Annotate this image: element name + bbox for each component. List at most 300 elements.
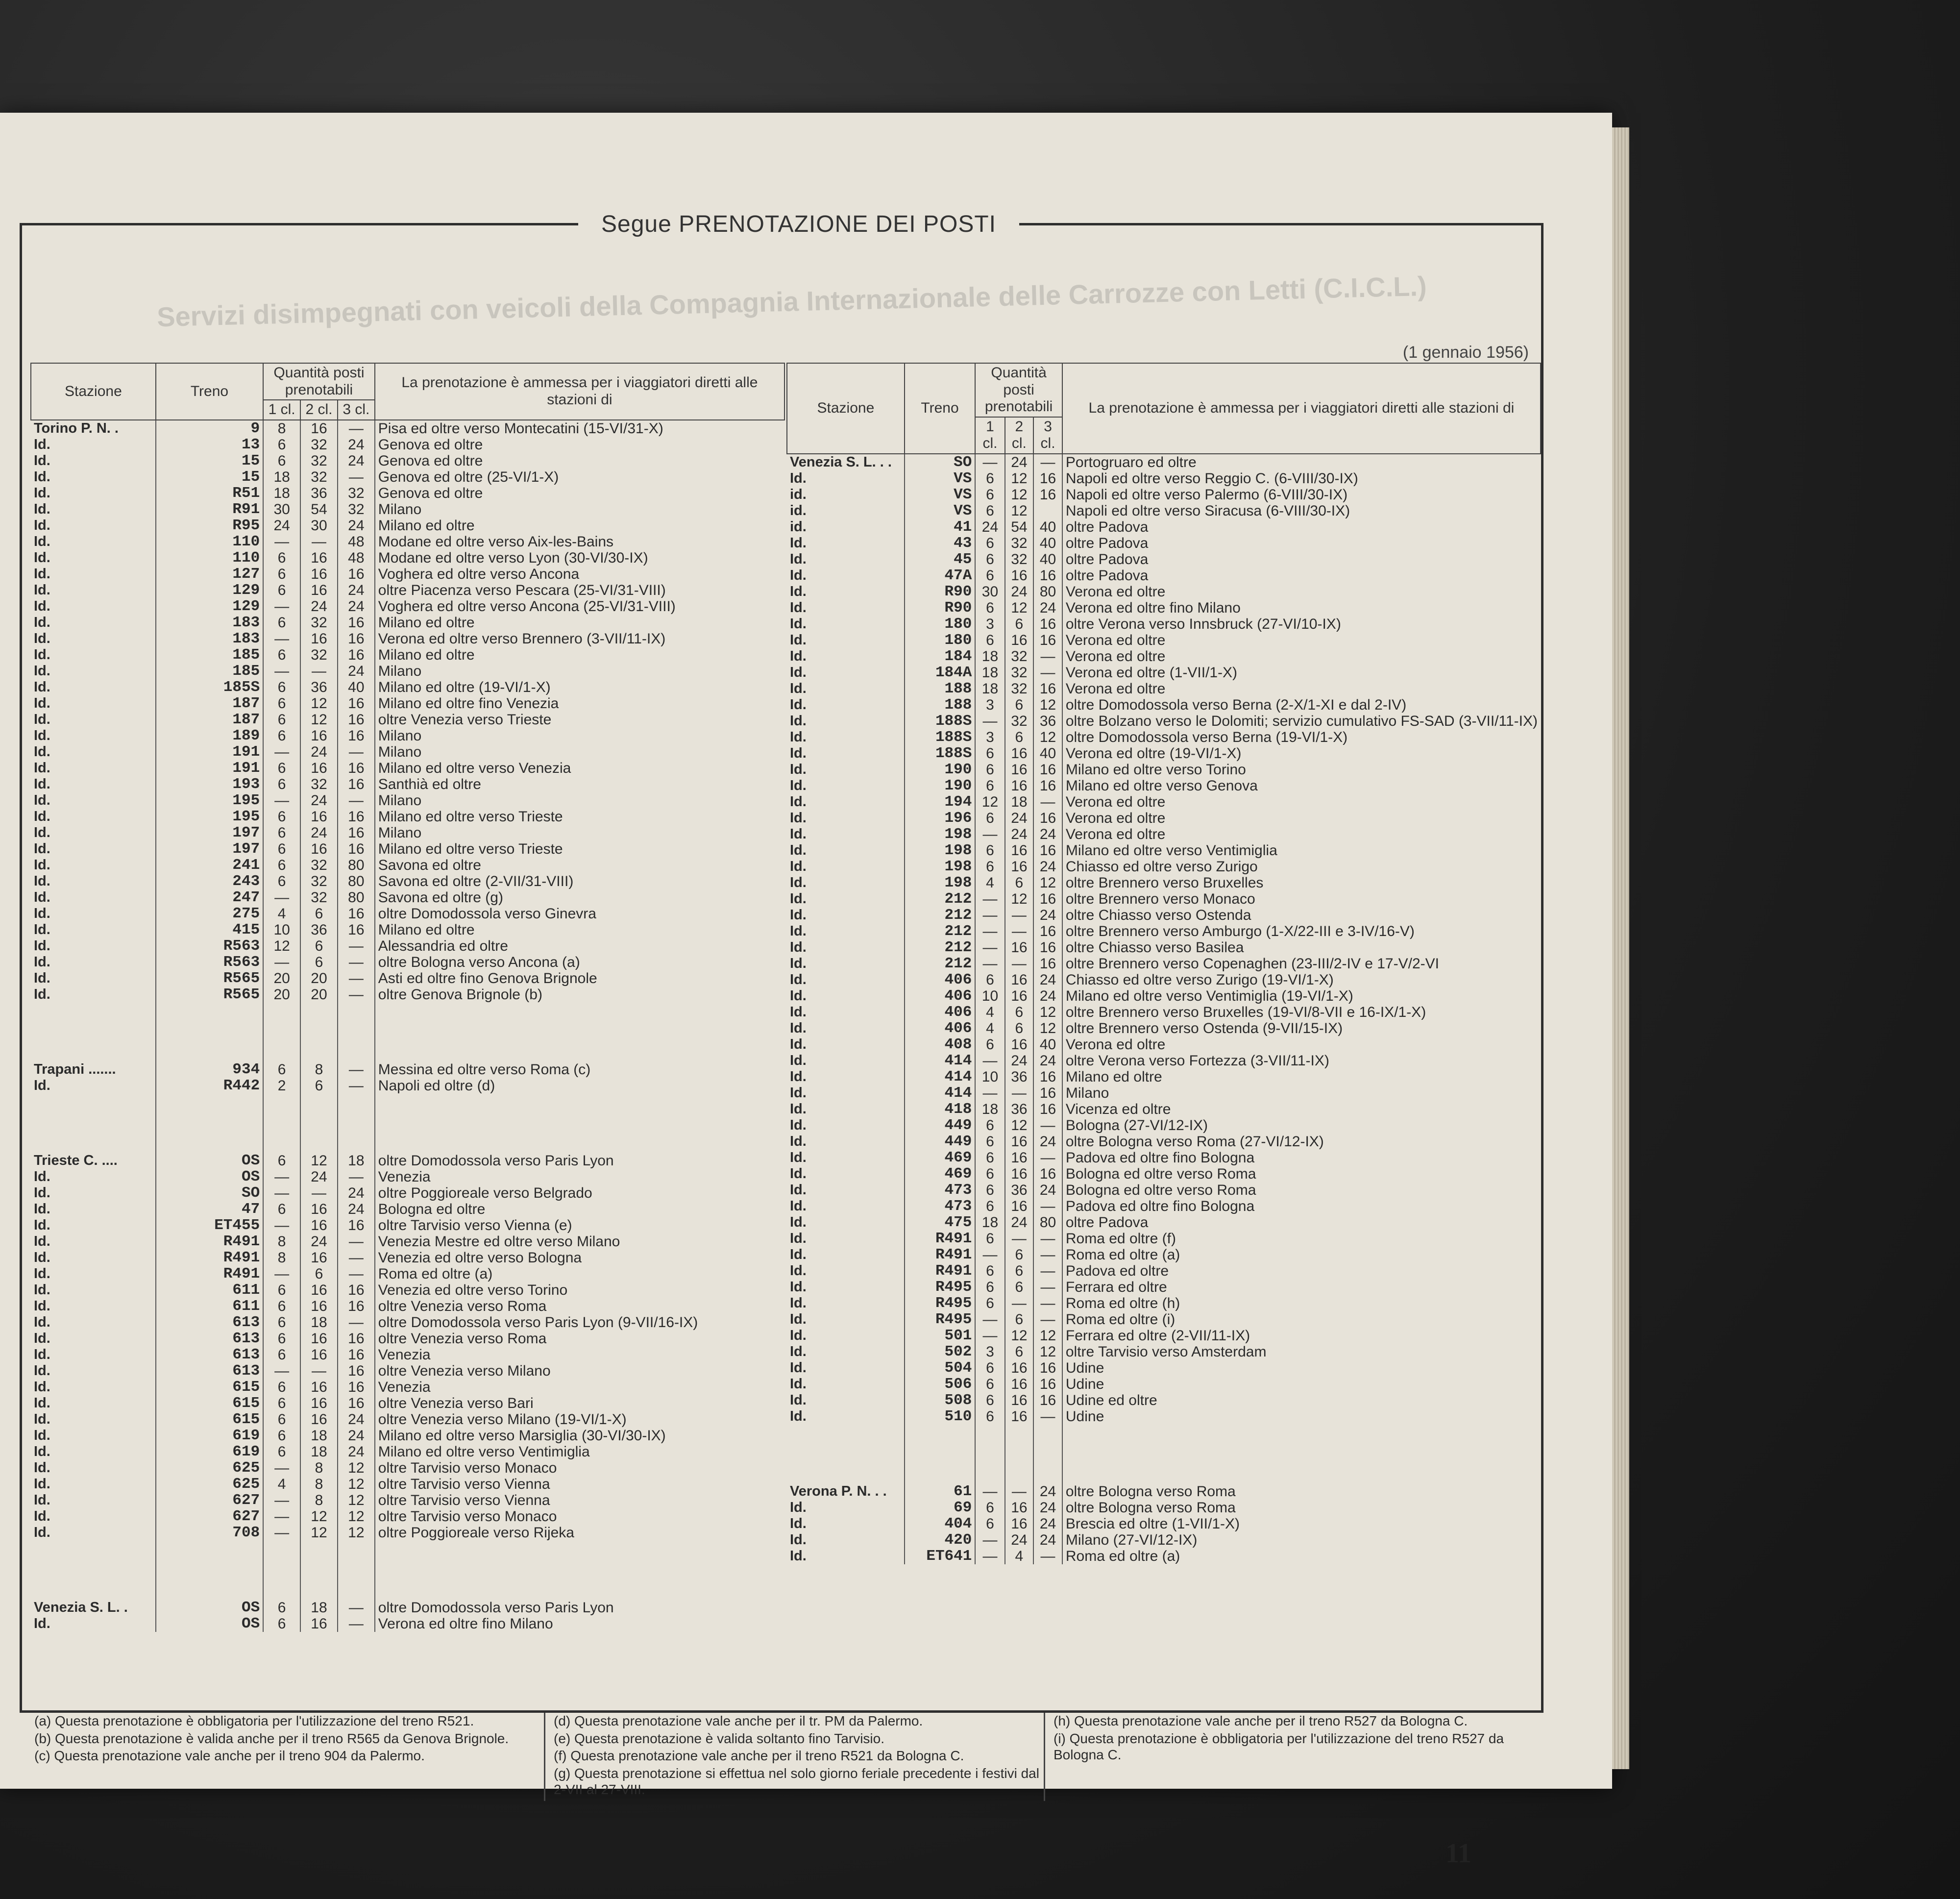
class2-seats-cell: 16 [1005, 778, 1034, 794]
train-cell: R565 [156, 986, 263, 1003]
station-cell: Id. [34, 808, 50, 824]
train-cell: 469 [905, 1166, 976, 1182]
station-cell: Id. [34, 824, 50, 840]
destination-cell: Savona ed oltre (2-VII/31-VIII) [375, 873, 784, 889]
table-row [787, 810, 1541, 826]
station-cell: Id. [34, 695, 50, 711]
train-cell: R491 [156, 1266, 263, 1282]
class1-seats-cell: 6 [263, 615, 300, 631]
table-row [31, 485, 784, 501]
class1-seats-cell: 3 [975, 697, 1004, 713]
class2-seats-cell: 24 [300, 598, 338, 615]
station-cell: Id. [790, 1230, 807, 1246]
class2-seats-cell: 12 [1005, 1117, 1034, 1134]
train-cell: 69 [905, 1500, 976, 1516]
class1-seats-cell: 6 [263, 437, 300, 453]
class3-seats-cell: 24 [1033, 826, 1062, 842]
station-cell: Id. [34, 1459, 50, 1476]
destination-cell: Genova ed oltre [375, 453, 784, 469]
station-cell: Id. [34, 1249, 50, 1265]
table-row [31, 1250, 784, 1266]
table-row [787, 1532, 1541, 1548]
class2-seats-cell: 16 [1005, 1408, 1034, 1425]
station-cell: Id. [790, 793, 807, 810]
class2-seats-cell: — [1005, 923, 1034, 939]
table-row [31, 1061, 784, 1078]
train-cell: 510 [905, 1408, 976, 1425]
train-cell: 15 [156, 469, 263, 485]
class3-seats-cell: 80 [338, 889, 375, 906]
station-cell: Id. [790, 987, 807, 1004]
class3-seats-cell: 16 [1033, 762, 1062, 778]
station-cell: Id. [34, 954, 50, 970]
class2-seats-cell: — [1005, 1085, 1034, 1101]
class1-seats-cell: 6 [263, 695, 300, 712]
footnotes-column-3 [1054, 1713, 1548, 1764]
class3-seats-cell: 12 [338, 1460, 375, 1476]
class2-header: 2 cl. [300, 400, 338, 420]
class1-seats-cell: 6 [263, 679, 300, 695]
destination-cell: Modane ed oltre verso Aix-les-Bains [375, 534, 784, 550]
station-cell: Id. [790, 907, 807, 923]
table-row [31, 954, 784, 970]
train-cell: 469 [905, 1150, 976, 1166]
table-row [787, 1376, 1541, 1392]
class1-seats-cell: 18 [975, 665, 1004, 681]
table-row [787, 616, 1541, 632]
table-row [31, 550, 784, 566]
class1-seats-cell: — [975, 1085, 1004, 1101]
class3-seats-cell: 16 [1033, 1101, 1062, 1117]
class1-seats-cell: 6 [975, 1036, 1004, 1053]
class2-seats-cell: — [1005, 956, 1034, 972]
class1-seats-cell: — [263, 1217, 300, 1233]
station-cell: Id. [34, 663, 50, 679]
footnote: (h) Questa prenotazione vale anche per il treno R527 da Bologna C. [1054, 1713, 1468, 1728]
station-cell: Id. [790, 1052, 807, 1068]
class1-seats-cell: 6 [263, 1298, 300, 1314]
train-cell: 212 [905, 891, 976, 907]
table-row [31, 1616, 784, 1632]
train-cell: 194 [905, 794, 976, 810]
station-cell: Id. [34, 1314, 50, 1330]
train-cell: 615 [156, 1379, 263, 1395]
destination-cell: Messina ed oltre verso Roma (c) [375, 1061, 784, 1078]
class1-seats-cell: 20 [263, 986, 300, 1003]
class3-seats-cell: 80 [338, 873, 375, 889]
class2-seats-cell: 6 [300, 938, 338, 954]
class1-seats-cell: 6 [975, 470, 1004, 487]
class3-seats-cell: — [1033, 1247, 1062, 1263]
train-cell: 613 [156, 1347, 263, 1363]
class1-seats-cell: — [975, 1328, 1004, 1344]
table-row [31, 631, 784, 647]
class2-seats-cell: 12 [1005, 487, 1034, 503]
train-cell: 414 [905, 1069, 976, 1085]
class2-seats-cell: 16 [300, 1282, 338, 1298]
class3-seats-cell: 16 [1033, 956, 1062, 972]
class3-seats-cell: 12 [1033, 697, 1062, 713]
table-row [31, 453, 784, 469]
class3-seats-cell: 16 [1033, 842, 1062, 859]
station-cell: Id. [34, 970, 50, 986]
train-cell: 473 [905, 1198, 976, 1214]
destination-cell: Milano ed oltre fino Venezia [375, 695, 784, 712]
table-row [31, 1411, 784, 1428]
station-cell: Id. [790, 1499, 807, 1515]
train-cell: 414 [905, 1085, 976, 1101]
table-row [787, 1117, 1541, 1134]
station-cell: Id. [790, 826, 807, 842]
destination-cell: Verona ed oltre fino Milano [1062, 600, 1541, 616]
train-cell: 47 [156, 1201, 263, 1217]
class2-seats-cell: 18 [1005, 794, 1034, 810]
train-cell: R90 [905, 600, 976, 616]
station-cell: Id. [790, 1198, 807, 1214]
class3-seats-cell: 24 [338, 582, 375, 598]
destination-cell: oltre Venezia verso Milano (19-VI/1-X) [375, 1411, 784, 1428]
class2-seats-cell: 16 [300, 550, 338, 566]
station-cell: Id. [34, 614, 50, 630]
class1-seats-cell: 6 [263, 841, 300, 857]
class2-seats-cell: 32 [300, 776, 338, 792]
class3-seats-cell: — [1033, 648, 1062, 665]
station-cell: Id. [790, 1101, 807, 1117]
destination-cell: Milano ed oltre verso Venezia [375, 760, 784, 776]
station-cell: Id. [34, 857, 50, 873]
destination-cell: oltre Tarvisio verso Vienna [375, 1492, 784, 1508]
destination-cell: Milano ed oltre verso Marsiglia (30-VI/30-IX) [375, 1428, 784, 1444]
class3-seats-cell: 16 [338, 566, 375, 582]
class3-seats-cell: 24 [1033, 1134, 1062, 1150]
train-cell: 185 [156, 647, 263, 663]
class1-seats-cell: 6 [263, 1282, 300, 1298]
destination-cell: Milano [375, 728, 784, 744]
table-row [787, 713, 1541, 729]
class2-seats-cell: 24 [300, 792, 338, 809]
train-cell: R95 [156, 518, 263, 534]
class1-seats-cell: — [263, 631, 300, 647]
class1-seats-cell: — [975, 454, 1004, 470]
train-cell: 198 [905, 859, 976, 875]
station-cell: Id. [34, 1201, 50, 1217]
class2-seats-cell: 16 [1005, 567, 1034, 584]
class3-seats-cell: 24 [1033, 1483, 1062, 1500]
station-cell: Id. [34, 469, 50, 485]
class3-seats-cell: 16 [1033, 632, 1062, 648]
class3-seats-cell: 16 [1033, 1360, 1062, 1376]
station-cell: Id. [790, 1408, 807, 1424]
train-cell: R495 [905, 1311, 976, 1328]
footnote: (c) Questa prenotazione vale anche per il treno 904 da Palermo. [34, 1748, 425, 1764]
class3-seats-cell: 32 [338, 485, 375, 501]
class1-seats-cell: — [263, 1185, 300, 1201]
station-header: Stazione [31, 363, 156, 420]
station-cell: Id. [34, 1427, 50, 1443]
class2-seats-cell: 24 [1005, 584, 1034, 600]
class3-seats-cell: 16 [338, 776, 375, 792]
destination-cell: Verona ed oltre [1062, 794, 1541, 810]
class2-header: 2 cl. [1005, 417, 1034, 454]
station-cell: Id. [34, 436, 50, 452]
class1-seats-cell: — [263, 792, 300, 809]
table-row [31, 970, 784, 986]
destination-cell: Napoli ed oltre verso Reggio C. (6-VIII/30-IX) [1062, 470, 1541, 487]
class3-seats-cell: 16 [338, 712, 375, 728]
class3-seats-cell: 24 [1033, 1053, 1062, 1069]
table-row [31, 437, 784, 453]
destination-cell: Brescia ed oltre (1-VII/1-X) [1062, 1516, 1541, 1532]
table-row [787, 1198, 1541, 1214]
class3-seats-cell: 12 [338, 1525, 375, 1541]
class3-seats-cell: 12 [338, 1476, 375, 1492]
train-cell: 183 [156, 615, 263, 631]
train-cell: 212 [905, 923, 976, 939]
class2-seats-cell: 16 [300, 1395, 338, 1411]
class1-seats-cell: 6 [975, 1500, 1004, 1516]
destination-cell: Milano ed oltre verso Ventimiglia (19-VI/1-X) [1062, 988, 1541, 1004]
class3-seats-cell [1033, 503, 1062, 519]
class2-seats-cell: 16 [300, 1201, 338, 1217]
table-row [787, 1020, 1541, 1036]
table-row [787, 1408, 1541, 1425]
class1-seats-cell: — [975, 1053, 1004, 1069]
footnote: (d) Questa prenotazione vale anche per il tr. PM da Palermo. [554, 1713, 923, 1728]
station-cell: Id. [34, 501, 50, 517]
class2-seats-cell: 16 [1005, 1376, 1034, 1392]
class3-seats-cell: 12 [1033, 1344, 1062, 1360]
train-cell: 212 [905, 907, 976, 923]
table-row [787, 1516, 1541, 1532]
class1-seats-cell: 20 [263, 970, 300, 986]
station-cell: Id. [34, 1508, 50, 1524]
class3-seats-cell: — [1033, 1295, 1062, 1311]
station-cell: Id. [790, 1068, 807, 1085]
station-cell: Id. [790, 842, 807, 858]
station-cell: Id. [34, 1379, 50, 1395]
class3-seats-cell: 16 [338, 841, 375, 857]
table-row [787, 1214, 1541, 1231]
class3-seats-cell: 16 [338, 760, 375, 776]
train-cell: 47A [905, 567, 976, 584]
destination-cell: oltre Bolzano verso le Dolomiti; servizio cumulativo FS-SAD (3-VII/11-IX) [1062, 713, 1541, 729]
station-cell: Id. [34, 1524, 50, 1540]
station-cell: Id. [34, 598, 50, 614]
destination-cell: Milano ed oltre verso Torino [1062, 762, 1541, 778]
train-cell: 241 [156, 857, 263, 873]
class3-seats-cell: 24 [338, 1185, 375, 1201]
class3-seats-cell: 16 [1033, 567, 1062, 584]
class2-seats-cell: 24 [300, 1233, 338, 1250]
train-cell: 9 [156, 420, 263, 437]
class1-seats-cell: — [263, 1460, 300, 1476]
station-cell: Id. [34, 1411, 50, 1427]
class1-seats-cell: 3 [975, 1344, 1004, 1360]
destination-cell: Milano ed oltre [1062, 1069, 1541, 1085]
class2-seats-cell: 4 [1005, 1548, 1034, 1564]
class1-seats-cell: 6 [263, 873, 300, 889]
train-cell: ET641 [905, 1548, 976, 1564]
class3-seats-cell: 12 [1033, 1004, 1062, 1020]
station-cell: Id. [790, 1311, 807, 1327]
class1-seats-cell: 6 [975, 1376, 1004, 1392]
station-cell: Id. [34, 743, 50, 760]
table-row [31, 841, 784, 857]
footnote: (i) Questa prenotazione è obbligatoria per l'utilizzazione del treno R527 da Bologna C. [1054, 1730, 1504, 1763]
destination-cell: oltre Tarvisio verso Amsterdam [1062, 1344, 1541, 1360]
class3-seats-cell: 32 [338, 501, 375, 518]
class3-seats-cell: — [338, 938, 375, 954]
class1-seats-cell: — [263, 1525, 300, 1541]
class2-seats-cell: 36 [1005, 1069, 1034, 1085]
class1-seats-cell: 6 [263, 566, 300, 582]
table-row [31, 582, 784, 598]
class2-seats-cell: — [300, 663, 338, 679]
table-row [31, 922, 784, 938]
class1-seats-cell: — [975, 713, 1004, 729]
class2-seats-cell: 8 [300, 1476, 338, 1492]
table-row [31, 1379, 784, 1395]
station-cell: Id. [34, 1330, 50, 1346]
table-row [787, 551, 1541, 567]
destination-cell: oltre Padova [1062, 567, 1541, 584]
destination-cell: Verona ed oltre verso Brennero (3-VII/11-IX) [375, 631, 784, 647]
class2-seats-cell: 6 [1005, 1263, 1034, 1279]
train-cell: 613 [156, 1331, 263, 1347]
destination-cell: oltre Padova [1062, 1214, 1541, 1231]
station-cell: Trieste C. .... [34, 1152, 118, 1168]
station-cell: Torino P. N. . [34, 420, 119, 436]
class2-seats-cell: — [300, 1185, 338, 1201]
left-table-panel [30, 363, 785, 1632]
destination-cell: Genova ed oltre [375, 437, 784, 453]
class3-seats-cell: 24 [1033, 1516, 1062, 1532]
station-cell: Id. [790, 1133, 807, 1149]
table-row [31, 1298, 784, 1314]
train-cell: 627 [156, 1508, 263, 1525]
class3-seats-cell: 16 [338, 922, 375, 938]
destination-cell: Chiasso ed oltre verso Zurigo (19-VI/1-X) [1062, 972, 1541, 988]
destination-cell: oltre Padova [1062, 519, 1541, 535]
train-cell: 193 [156, 776, 263, 792]
edition-date: (1 gennaio 1956) [1402, 343, 1529, 362]
class2-seats-cell: 8 [300, 1061, 338, 1078]
station-cell: Id. [790, 535, 807, 551]
table-row [787, 697, 1541, 713]
class2-seats-cell: 54 [300, 501, 338, 518]
table-row [31, 1282, 784, 1298]
class2-seats-cell: 16 [300, 728, 338, 744]
destination-cell: Roma ed oltre (h) [1062, 1295, 1541, 1311]
class3-seats-cell: 36 [1033, 713, 1062, 729]
class2-seats-cell: 6 [1005, 1344, 1034, 1360]
destination-cell: Milano ed oltre (19-VI/1-X) [375, 679, 784, 695]
train-cell: 406 [905, 972, 976, 988]
destination-cell: oltre Bologna verso Ancona (a) [375, 954, 784, 970]
table-row [31, 1233, 784, 1250]
station-cell: Id. [790, 1295, 807, 1311]
class1-seats-cell: — [263, 1363, 300, 1379]
destination-cell: Verona ed oltre [1062, 681, 1541, 697]
class3-seats-cell: 24 [1033, 1500, 1062, 1516]
table-row [787, 891, 1541, 907]
train-cell: R495 [905, 1295, 976, 1311]
destination-cell: oltre Bologna verso Roma [1062, 1500, 1541, 1516]
class1-seats-cell: 6 [975, 1150, 1004, 1166]
class3-seats-cell: 16 [1033, 487, 1062, 503]
table-row [787, 470, 1541, 487]
class1-seats-cell: 6 [975, 567, 1004, 584]
destination-cell: Verona ed oltre fino Milano [375, 1616, 784, 1632]
destination-cell: oltre Domodossola verso Ginevra [375, 906, 784, 922]
class3-seats-cell: — [338, 792, 375, 809]
train-cell: 188 [905, 681, 976, 697]
station-cell: Id. [34, 1217, 50, 1233]
table-row [787, 1182, 1541, 1198]
station-cell: Id. [790, 939, 807, 955]
train-cell: R563 [156, 954, 263, 970]
class1-seats-cell: 30 [263, 501, 300, 518]
station-cell: Id. [34, 485, 50, 501]
train-cell: 61 [905, 1483, 976, 1500]
class3-seats-cell: 16 [1033, 810, 1062, 826]
table-row [787, 1247, 1541, 1263]
destination-cell: Alessandria ed oltre [375, 938, 784, 954]
train-cell: SO [156, 1185, 263, 1201]
train-cell: 406 [905, 1020, 976, 1036]
left-reservation-table [30, 363, 785, 1632]
class3-seats-cell: — [1033, 1408, 1062, 1425]
table-row [787, 1344, 1541, 1360]
table-row [31, 469, 784, 485]
destination-cell: oltre Brennero verso Ostenda (9-VII/15-IX) [1062, 1020, 1541, 1036]
table-row [787, 1360, 1541, 1376]
class2-seats-cell: 16 [1005, 1198, 1034, 1214]
page-title: Segue PRENOTAZIONE DEI POSTI [578, 211, 1019, 238]
station-cell: Id. [790, 745, 807, 761]
class3-seats-cell: — [1033, 794, 1062, 810]
train-cell: 196 [905, 810, 976, 826]
station-cell: Id. [790, 955, 807, 971]
table-row [31, 1395, 784, 1411]
class1-seats-cell: 4 [975, 1004, 1004, 1020]
class2-seats-cell: 24 [1005, 1053, 1034, 1069]
destination-cell: Milano ed oltre verso Ventimiglia [375, 1444, 784, 1460]
class2-seats-cell: 24 [300, 744, 338, 760]
class2-seats-cell: 32 [300, 437, 338, 453]
station-cell: Id. [790, 567, 807, 583]
table-row [31, 728, 784, 744]
class3-seats-cell: 80 [1033, 1214, 1062, 1231]
train-cell: 418 [905, 1101, 976, 1117]
station-cell: Id. [34, 1362, 50, 1379]
class1-seats-cell: — [975, 939, 1004, 956]
destination-cell: oltre Brennero verso Amburgo (1-X/22-III e 3-IV/16-V) [1062, 923, 1541, 939]
class1-seats-cell: 6 [263, 1444, 300, 1460]
destination-cell: Verona ed oltre [1062, 826, 1541, 842]
table-row [31, 986, 784, 1003]
class3-seats-cell: — [338, 1169, 375, 1185]
class2-seats-cell: 36 [300, 922, 338, 938]
train-cell: R565 [156, 970, 263, 986]
station-cell: Id. [34, 711, 50, 727]
class1-seats-cell: 6 [975, 1263, 1004, 1279]
train-cell: 625 [156, 1476, 263, 1492]
destination-cell: Savona ed oltre [375, 857, 784, 873]
class2-seats-cell: 18 [300, 1428, 338, 1444]
train-cell: 613 [156, 1314, 263, 1331]
class3-seats-cell: — [338, 1250, 375, 1266]
